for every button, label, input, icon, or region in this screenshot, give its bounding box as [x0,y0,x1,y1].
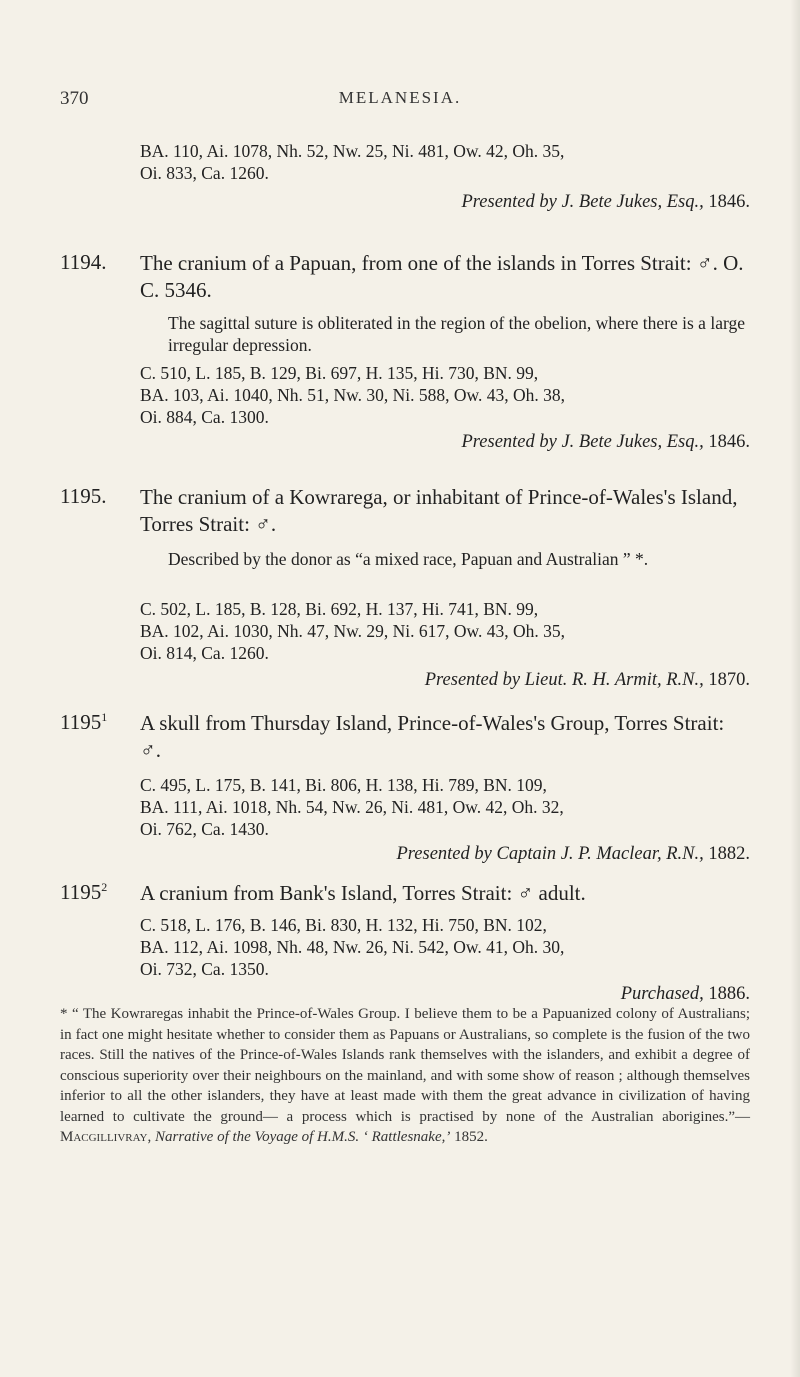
donor: Presented by J. Bete Jukes, Esq., [461,432,704,452]
presented-by [140,432,750,453]
measurements: C. 502, L. 185, B. 128, Bi. 692, H. 137, Hi. 741, BN. 99, BA. 102, Ai. 1030, Nh. 47, Nw. 29, Ni. 617, Ow. 43, Oh. 35, Oi. 814, Ca. 1260. [140,599,566,663]
entry-title: The cranium of a Papuan, from one of the islands in Torres Strait: ♂. O. C. 5346. [140,251,744,302]
page-edge-shadow [790,0,800,1377]
measurements: BA. 110, Ai. 1078, Nh. 52, Nw. 25, Ni. 481, Ow. 42, Oh. 35, Oi. 833, Ca. 1260. [140,141,565,183]
entry-number: 1195. [60,484,107,508]
footnote-author: Macgillivray, [60,1129,152,1145]
entry-note: The sagittal suture is obliterated in the region of the obelion, where there is a large irregular depression. [168,313,745,355]
measurements: C. 510, L. 185, B. 129, Bi. 697, H. 135, Hi. 730, BN. 99, BA. 103, Ai. 1040, Nh. 51, Nw. 30, Ni. 588, Ow. 43, Oh. 38, Oi. 884, Ca. 1300. [140,363,566,427]
measurements: C. 518, L. 176, B. 146, Bi. 830, H. 132, Hi. 750, BN. 102, BA. 112, Ai. 1098, Nh. 48, Nw. 26, Ni. 542, Ow. 41, Oh. 30, Oi. 732, Ca. 1350. [140,915,565,979]
footnote-work: Narrative of the Voyage of H.M.S. ‘ Rattlesnake,’ [155,1129,451,1145]
measurements: C. 495, L. 175, B. 141, Bi. 806, H. 138, Hi. 789, BN. 109, BA. 111, Ai. 1018, Nh. 54, Nw. 26, Ni. 481, Ow. 42, Oh. 32, Oi. 762, Ca. 1430. [140,775,564,839]
running-head: MELANESIA. [338,88,462,107]
donor: Presented by Captain J. P. Maclear, R.N., [396,844,704,864]
donor: Presented by Lieut. R. H. Armit, R.N., [424,670,704,690]
entry-number: 1195$^1$ [60,710,108,734]
donor: Presented by J. Bete Jukes, Esq., [461,192,704,212]
page-number: 370 [60,88,89,109]
presented-by [140,844,750,865]
entry-title: A cranium from Bank's Island, Torres Strait: ♂ adult. [140,881,586,905]
entry-title: A skull from Thursday Island, Prince-of-Wales's Group, Torres Strait: ♂. [140,711,725,762]
year: 1846. [708,432,750,452]
entry-note: Described by the donor as “a mixed race, Papuan and Australian ” *. [168,549,649,569]
entry-number-sup: 2 [101,880,108,894]
year: 1882. [708,844,750,864]
year: 1886. [708,984,750,1004]
purchase-note: Purchased, [620,984,704,1004]
footnote-year: 1852. [454,1129,488,1145]
entry-title: The cranium of a Kowrarega, or inhabitant of Prince-of-Wales's Island, Torres Strait: ♂. [140,485,738,536]
entry-number: 1195$^2$ [60,880,108,904]
year: 1846. [708,192,750,212]
footnote-text: * “ The Kowraregas inhabit the Prince-of-Wales Group. I believe them to be a Papuanized colony of Australians; in fact one might hesitate whether to consider them as Papuans or Australians, so complete is the fusion of the two races. Still the natives of the Prince-of-Wales Islands rank themselves with the islanders, and exhibit a degree of conscious superiority over their neighbours on the mainland, and with some show of reason ; although themselves inferior to all the other islanders, they have at least made with them the great advance in civilization of having learned to cultivate the ground— a process which is practised by none of the Australian aborigines.”— [60,1006,750,1125]
page-header [0,88,800,118]
entry-number: 1194. [60,250,107,274]
presented-by [140,984,750,1005]
presented-by [140,192,750,213]
year: 1870. [708,670,750,690]
entry-number-sup: 1 [101,710,108,724]
footnote [60,1004,750,1148]
presented-by [140,670,750,691]
